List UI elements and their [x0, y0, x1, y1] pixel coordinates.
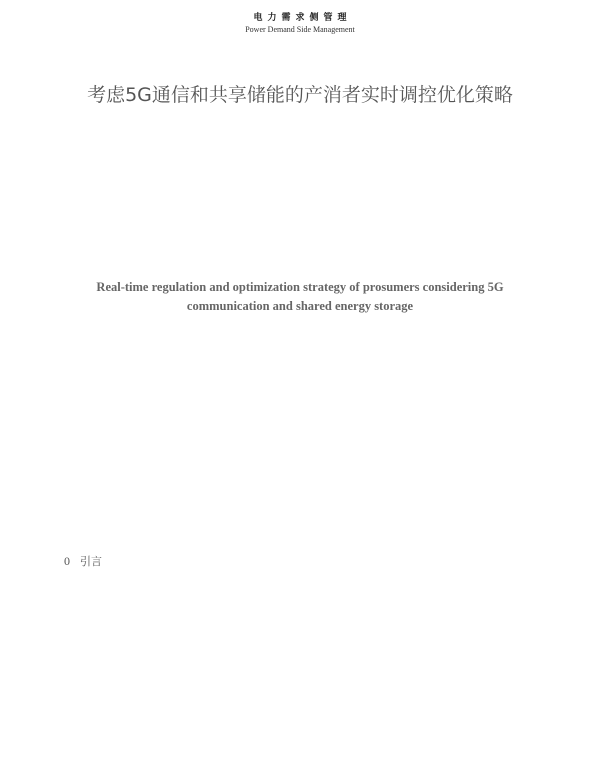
journal-name-english: Power Demand Side Management — [245, 25, 355, 34]
paper-title-chinese: 考虑5G通信和共享储能的产消者实时调控优化策略 — [87, 84, 513, 106]
section-title: 引言 — [80, 555, 102, 568]
paper-title-english: Real-time regulation and optimization strategy of prosumers considering 5G communication and shared energy storage — [96, 280, 504, 313]
journal-header — [0, 12, 600, 35]
journal-name-chinese: 电力需求侧管理 — [253, 13, 352, 23]
section-heading-introduction — [64, 553, 102, 570]
section-number: 0 — [64, 554, 70, 568]
